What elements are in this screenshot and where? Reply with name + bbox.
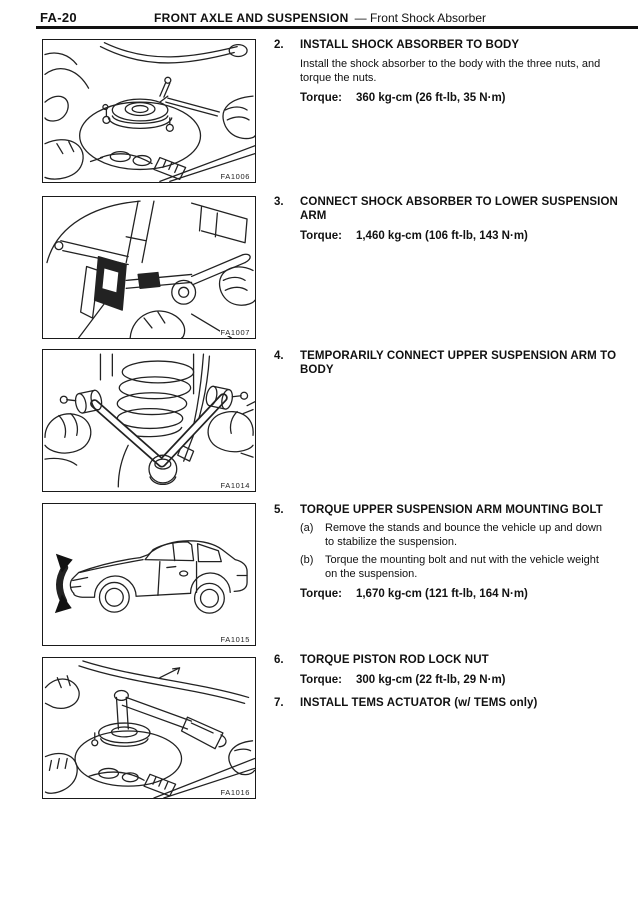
step-number: 5. — [274, 504, 284, 516]
step-number: 4. — [274, 350, 284, 362]
figure-illustration-car-side-icon — [43, 504, 255, 645]
sub-step-label: (b) — [300, 554, 314, 566]
step-title: TEMPORARILY CONNECT UPPER SUSPENSION ARM TO BODY — [300, 350, 617, 376]
step-number: 3. — [274, 196, 284, 208]
torque-spec — [300, 91, 632, 105]
figure-illustration-engine-bay-icon — [43, 40, 255, 182]
figure-lower-arm-connect — [42, 196, 256, 339]
figure-illustration-upper-arm-icon — [43, 350, 255, 491]
page-title — [0, 11, 640, 25]
sub-step-text: Torque the mounting bolt and nut with the vehicle weight on the suspension. — [325, 554, 599, 580]
step-number: 7. — [274, 697, 284, 709]
torque-label: Torque: — [300, 588, 342, 600]
step-title: TORQUE PISTON ROD LOCK NUT — [300, 654, 489, 666]
page-code: FA-20 — [40, 10, 77, 25]
torque-label: Torque: — [300, 230, 342, 242]
figure-illustration-torque-wrench-icon — [43, 658, 255, 798]
torque-spec — [300, 587, 632, 601]
figure-piston-rod-torque — [42, 657, 256, 799]
torque-spec — [300, 229, 632, 243]
sub-step-text: Remove the stands and bounce the vehicle up and down to stabilize the suspension. — [325, 522, 603, 548]
step-number: 6. — [274, 654, 284, 666]
figure-label: FA1006 — [220, 171, 250, 181]
figure-shock-absorber-body-install — [42, 39, 256, 183]
step-item-4 — [274, 349, 632, 377]
torque-value: 1,460 kg-cm (106 ft-lb, 143 N·m) — [355, 230, 528, 242]
torque-value: 1,670 kg-cm (121 ft-lb, 164 N·m) — [355, 588, 528, 600]
step-title: CONNECT SHOCK ABSORBER TO LOWER SUSPENSION ARM — [300, 196, 618, 222]
torque-label: Torque: — [300, 92, 342, 104]
step-title: INSTALL TEMS ACTUATOR (w/ TEMS only) — [300, 697, 538, 709]
sub-step-a — [300, 521, 632, 549]
step-title: TORQUE UPPER SUSPENSION ARM MOUNTING BOLT — [300, 504, 603, 516]
figure-label: FA1007 — [220, 327, 250, 337]
figure-illustration-lower-arm-icon — [43, 197, 255, 338]
sub-step-b — [300, 553, 632, 581]
torque-label: Torque: — [300, 674, 342, 686]
step-item-5 — [274, 503, 632, 601]
sub-step-label: (a) — [300, 522, 314, 534]
step-item-3 — [274, 195, 632, 243]
step-item-6 — [274, 653, 632, 687]
figure-upper-arm-hold — [42, 349, 256, 492]
torque-value: 300 kg-cm (22 ft-lb, 29 N·m) — [355, 674, 506, 686]
section-title: FRONT AXLE AND SUSPENSION — [153, 11, 349, 25]
torque-spec — [300, 673, 632, 687]
step-item-2 — [274, 38, 632, 105]
step-title: INSTALL SHOCK ABSORBER TO BODY — [300, 39, 520, 51]
step-body: Install the shock absorber to the body with the three nuts, and torque the nuts. — [300, 58, 601, 84]
figure-label: FA1015 — [220, 634, 250, 644]
figure-label: FA1014 — [220, 480, 250, 490]
step-number: 2. — [274, 39, 284, 51]
torque-value: 360 kg-cm (26 ft-lb, 35 N·m) — [355, 92, 506, 104]
header-rule — [36, 26, 638, 29]
figure-vehicle-bounce — [42, 503, 256, 646]
figure-label: FA1016 — [220, 787, 250, 797]
step-item-7 — [274, 696, 632, 710]
section-subtitle: — Front Shock Absorber — [354, 11, 486, 25]
